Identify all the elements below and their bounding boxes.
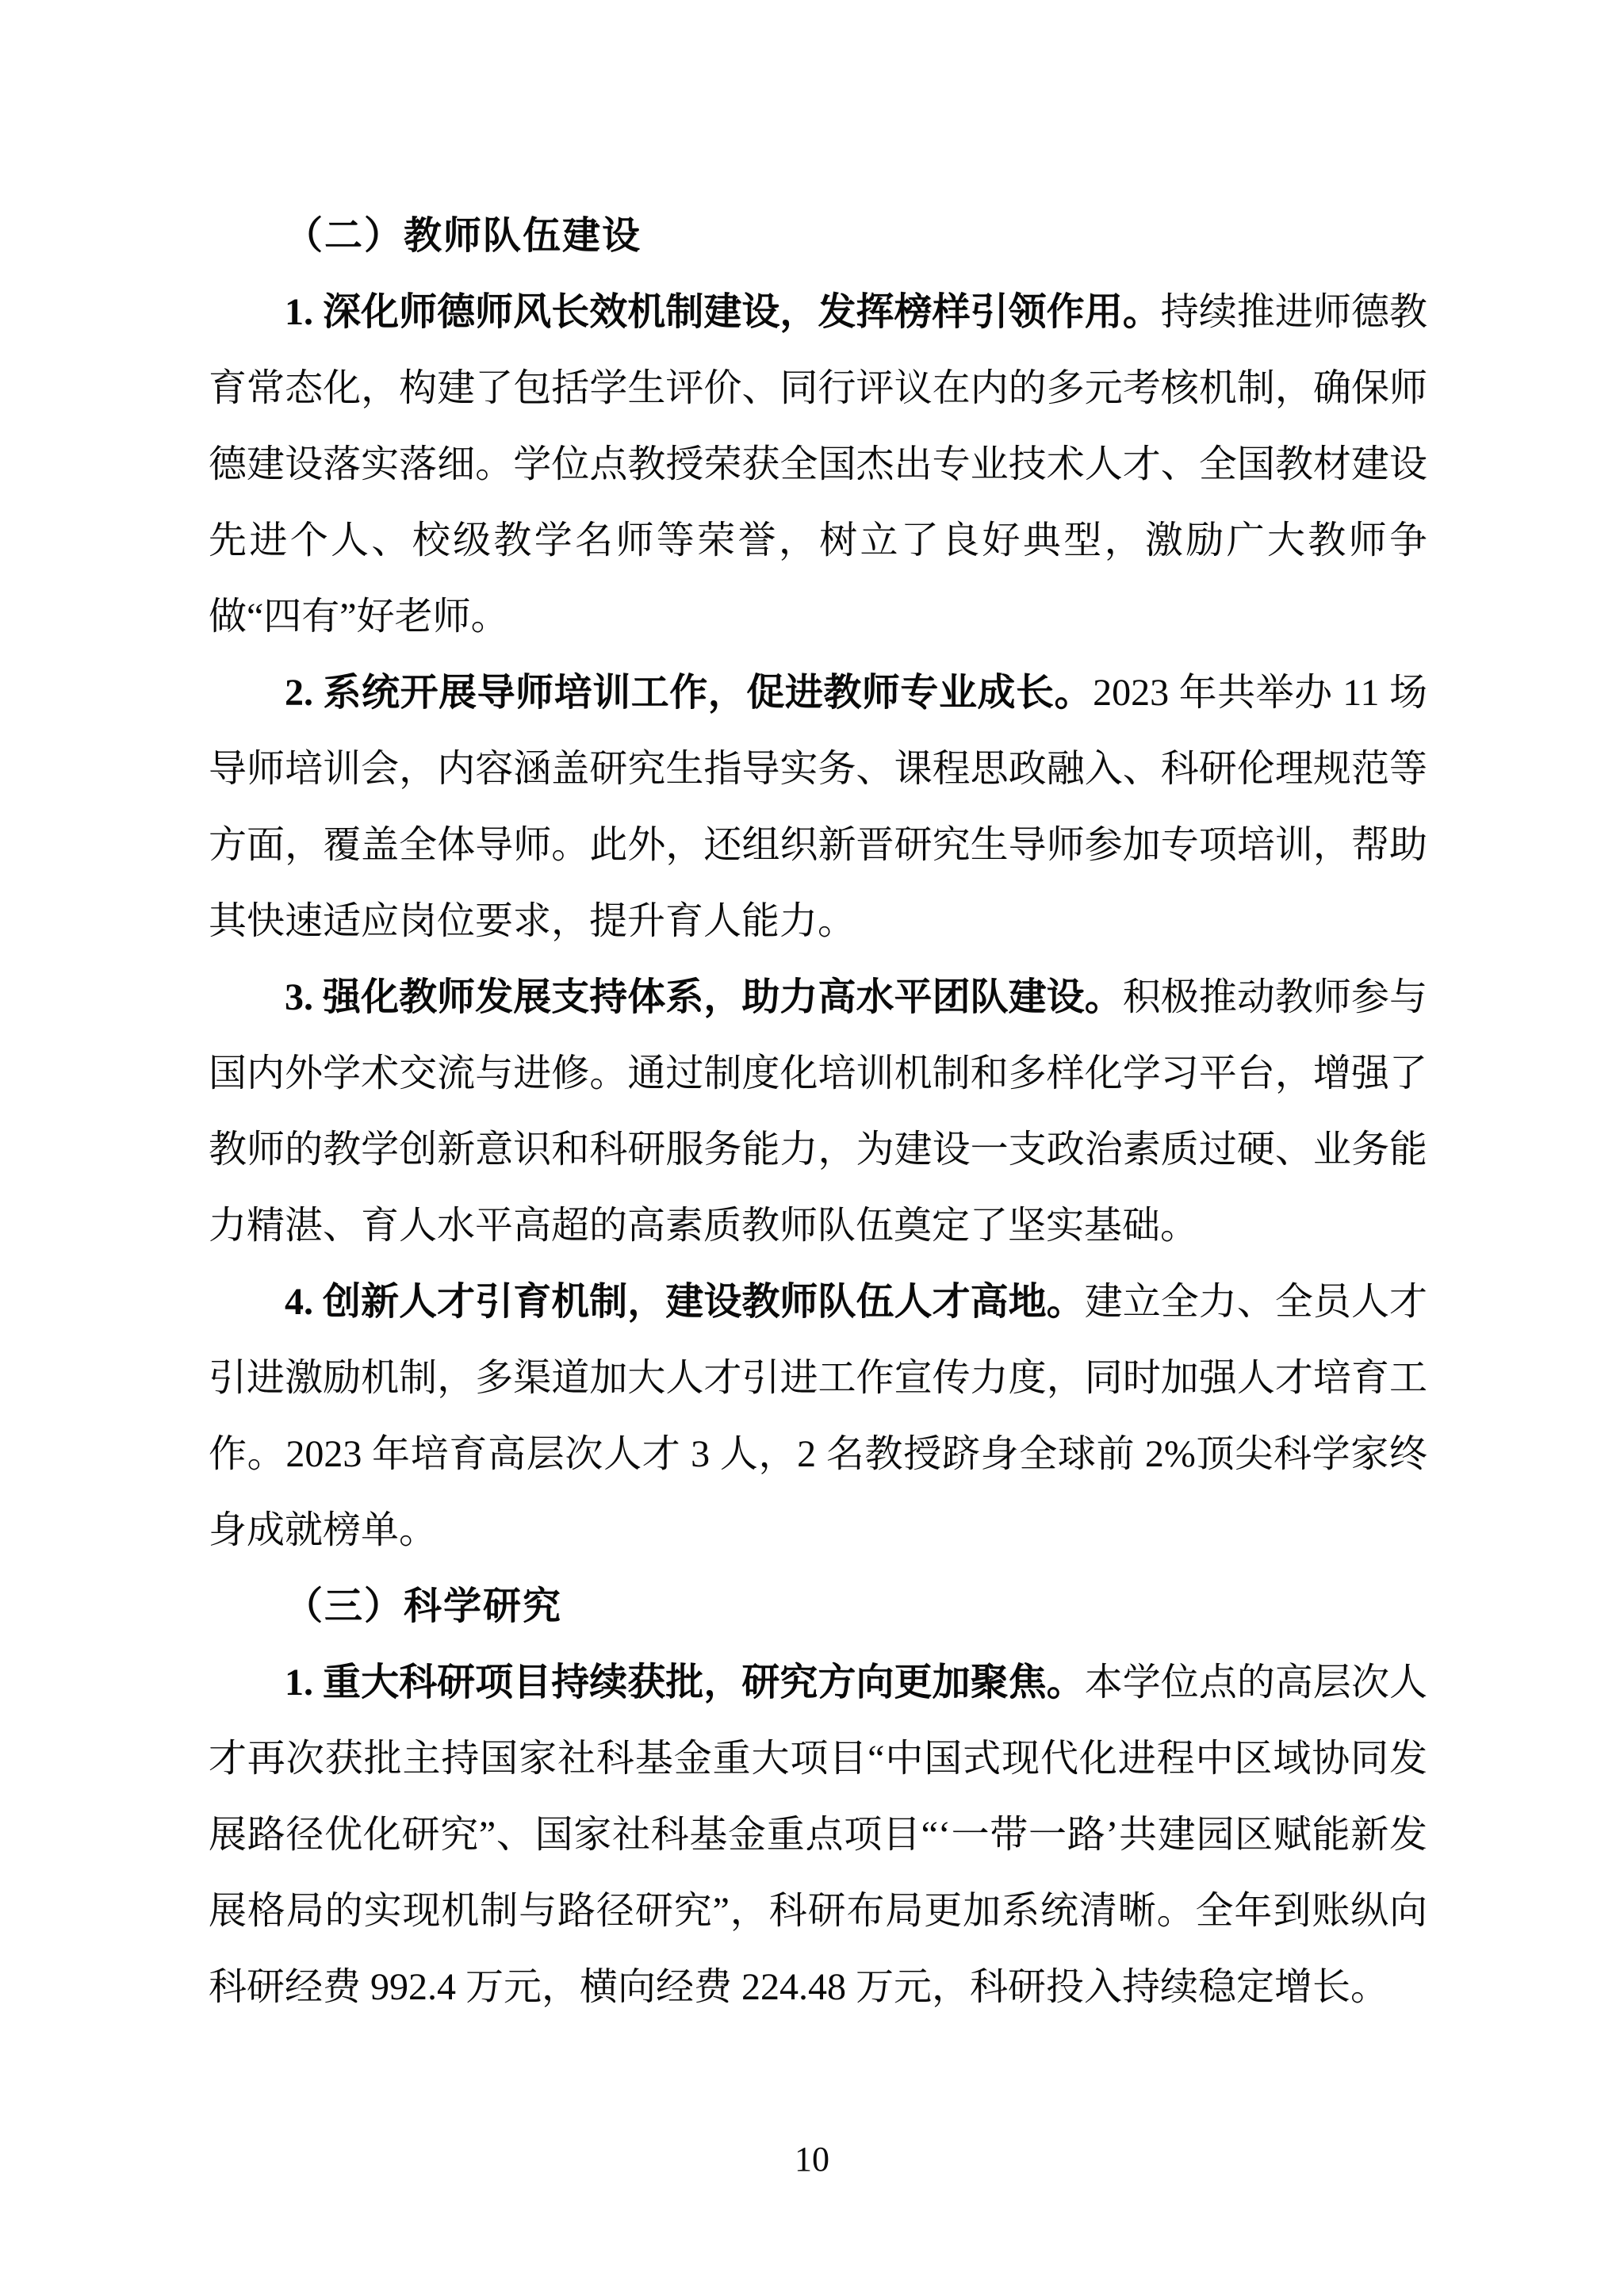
- paragraph: [209, 1264, 1427, 1569]
- section-heading-scientific-research: （三）科学研究: [285, 1585, 563, 1627]
- paragraph-body: 持续推进师德教育常态化，构建了包括学生评价、同行评议在内的多元考核机制，确保师德建设落实落细。学位点教授荣获全国杰出专业技术人才、全国教材建设先进个人、校级教学名师等荣誉，树立了良好典型，激励广大教师争做“四有”好老师。: [209, 291, 1427, 638]
- section-heading-teacher-team: （二）教师队伍建设: [285, 215, 642, 257]
- paragraph-body: 建立全力、全员人才引进激励机制，多渠道加大人才引进工作宣传力度，同时加强人才培育工作。2023 年培育高层次人才 3 人，2 名教授跻身全球前 2%顶尖科学家终身成就榜单。: [209, 1281, 1427, 1551]
- paragraph: [209, 1645, 1427, 2026]
- paragraph: [209, 655, 1427, 960]
- paragraph-lead: 1. 深化师德师风长效机制建设，发挥榜样引领作用。: [285, 291, 1161, 333]
- paragraph: [209, 274, 1427, 655]
- paragraph-lead: 1. 重大科研项目持续获批，研究方向更加聚焦。: [285, 1662, 1085, 1704]
- paragraph-lead: 3. 强化教师发展支持体系，助力高水平团队建设。: [285, 976, 1123, 1018]
- paragraph: [209, 960, 1427, 1264]
- paragraph-lead: 2. 系统开展导师培训工作，促进教师专业成长。: [285, 672, 1094, 714]
- paragraph-body: 本学位点的高层次人才再次获批主持国家社科基金重大项目“中国式现代化进程中区域协同发展路径优化研究”、国家社科基金重点项目“‘一带一路’共建园区赋能新发展格局的实现机制与路径研究”，科研布局更加系统清晰。全年到账纵向科研经费 992.4 万元，横向经费 224.48 万元，科研投入持续稳定增长。: [209, 1662, 1427, 2008]
- document-content: [209, 198, 1427, 2026]
- page-number: 10: [795, 2140, 829, 2179]
- paragraph-body: 2023 年共举办 11 场导师培训会，内容涵盖研究生指导实务、课程思政融入、科研伦理规范等方面，覆盖全体导师。此外，还组织新晋研究生导师参加专项培训，帮助其快速适应岗位要求，提升育人能力。: [209, 672, 1427, 942]
- paragraph-body: 积极推动教师参与国内外学术交流与进修。通过制度化培训机制和多样化学习平台，增强了教师的教学创新意识和科研服务能力，为建设一支政治素质过硬、业务能力精湛、育人水平高超的高素质教师队伍奠定了坚实基础。: [209, 976, 1427, 1247]
- paragraph-lead: 4. 创新人才引育机制，建设教师队伍人才高地。: [285, 1281, 1085, 1323]
